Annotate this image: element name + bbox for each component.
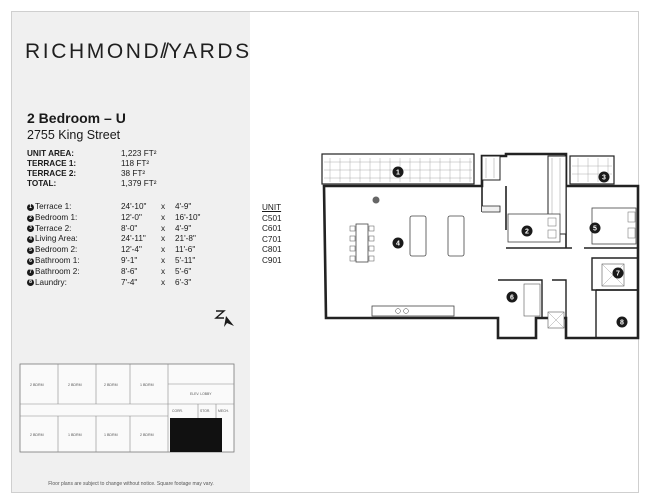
area-label: TERRACE 1: — [27, 159, 77, 168]
svg-text:1: 1 — [396, 169, 400, 177]
room-dim-x: x — [161, 255, 166, 265]
plan-marker-2 — [522, 226, 533, 237]
unit-list-item: C501 — [262, 213, 282, 223]
room-dim-x: x — [161, 202, 166, 211]
key-label: 2 BDRM — [68, 383, 82, 387]
key-label: 2 BDRM — [104, 383, 118, 387]
svg-text:7: 7 — [616, 270, 620, 278]
room-number-badge: 7 — [27, 269, 34, 276]
room-dim-a: 9'-1" — [121, 255, 138, 265]
room-dim-a: 24'-11" — [121, 234, 146, 244]
room-name: Terrace 2: — [35, 223, 72, 233]
key-label: 1 BDRM — [68, 433, 82, 437]
room-number-badge: 6 — [27, 258, 34, 265]
key-plan — [18, 360, 238, 460]
room-dim-x: x — [161, 212, 166, 222]
room-dim-x: x — [161, 245, 166, 255]
floorplan-sheet — [11, 11, 639, 493]
key-plan-highlight — [170, 418, 222, 452]
room-dim-b: 5'-6" — [175, 266, 192, 276]
area-label: TOTAL: — [27, 179, 57, 188]
unit-list-item: C701 — [262, 234, 282, 244]
room-number-badge: 1 — [27, 204, 34, 211]
room-dim-x: x — [161, 266, 166, 276]
room-row — [27, 278, 200, 289]
room-number-badge: 8 — [27, 279, 34, 286]
room-number-badge: 5 — [27, 247, 34, 254]
key-label: 2 BDRM — [30, 433, 44, 437]
plan-marker-3 — [599, 172, 610, 183]
room-row — [27, 245, 200, 256]
room-name: Bathroom 1: — [35, 255, 80, 265]
unit-title: 2 Bedroom – U — [27, 110, 126, 126]
area-row — [27, 149, 157, 159]
room-name: Bedroom 1: — [35, 212, 78, 222]
plan-marker-5 — [590, 223, 601, 234]
area-value: 38 FT² — [121, 169, 146, 178]
info-panel — [12, 12, 250, 492]
room-row — [27, 234, 200, 245]
svg-text:2: 2 — [525, 228, 529, 236]
area-summary — [27, 149, 157, 189]
room-row — [27, 213, 200, 224]
key-label: 1 BDRM — [104, 433, 118, 437]
unit-list-item: C601 — [262, 224, 282, 234]
area-value: 1,379 FT² — [121, 179, 157, 188]
room-dim-b: 4'-9" — [175, 223, 192, 233]
svg-text:3: 3 — [602, 174, 606, 182]
brand-left: RICHMOND — [25, 40, 162, 63]
area-label: TERRACE 2: — [27, 169, 77, 178]
room-dim-b: 5'-11" — [175, 255, 196, 265]
room-name: Living Area: — [35, 234, 78, 244]
room-number-badge: 3 — [27, 225, 34, 232]
room-dim-b: 6'-3" — [175, 277, 192, 287]
key-label: STOR. — [200, 409, 211, 413]
room-row — [27, 224, 200, 235]
room-dim-a: 8'-6" — [121, 266, 138, 276]
room-dim-x: x — [161, 277, 166, 287]
svg-text:8: 8 — [620, 319, 624, 327]
key-label: ELEV. LOBBY — [190, 392, 212, 396]
key-label: CORR. — [172, 409, 183, 413]
room-dim-a: 7'-4" — [121, 277, 138, 287]
disclaimer: Floor plans are subject to change without notice. Square footage may vary. — [48, 481, 214, 487]
room-name: Terrace 1: — [35, 202, 72, 211]
room-dim-a: 24'-10" — [121, 202, 147, 211]
north-arrow-icon — [212, 308, 236, 330]
unit-list-heading: UNIT — [262, 203, 282, 212]
area-row — [27, 159, 157, 169]
brand-slash: // — [160, 40, 166, 63]
svg-text:6: 6 — [510, 294, 514, 302]
room-dim-b: 4'-9" — [175, 202, 192, 211]
area-value: 1,223 FT² — [121, 149, 157, 158]
unit-address: 2755 King Street — [27, 128, 121, 142]
key-label: 2 BDRM — [30, 383, 44, 387]
unit-list — [262, 203, 282, 267]
area-label: UNIT AREA: — [27, 149, 74, 158]
room-dim-a: 12'-0" — [121, 212, 142, 222]
room-dim-b: 16'-10" — [175, 212, 201, 222]
room-dim-b: 21'-8" — [175, 234, 196, 244]
room-row — [27, 256, 200, 267]
room-number-badge: 4 — [27, 236, 34, 243]
room-name: Bathroom 2: — [35, 266, 80, 276]
area-row — [27, 179, 157, 189]
plan-marker-8 — [617, 317, 628, 328]
brand-logo — [25, 40, 252, 64]
room-dim-a: 12'-4" — [121, 245, 142, 255]
plan-marker-4 — [393, 238, 404, 249]
room-name: Bedroom 2: — [35, 245, 78, 255]
plan-marker-1 — [393, 167, 404, 178]
area-value: 118 FT² — [121, 159, 150, 168]
room-dimensions — [27, 202, 200, 288]
key-label: 2 BDRM — [140, 433, 154, 437]
unit-list-item: C901 — [262, 255, 282, 265]
room-name: Laundry: — [35, 277, 67, 287]
room-dim-x: x — [161, 223, 166, 233]
room-dim-a: 8'-0" — [121, 223, 138, 233]
unit-list-item: C801 — [262, 245, 282, 255]
svg-text:4: 4 — [396, 240, 400, 248]
floor-plan — [302, 140, 644, 340]
plan-marker-6 — [507, 292, 518, 303]
room-dim-b: 11'-6" — [175, 245, 196, 255]
key-label: MECH. — [218, 409, 229, 413]
area-row — [27, 169, 157, 179]
svg-text:5: 5 — [593, 225, 597, 233]
key-label: 1 BDRM — [140, 383, 154, 387]
room-number-badge: 2 — [27, 215, 34, 222]
room-row — [27, 267, 200, 278]
room-dim-x: x — [161, 234, 166, 244]
brand-right: YARDS — [167, 40, 252, 63]
room-row — [27, 202, 200, 213]
plan-marker-7 — [613, 268, 624, 279]
